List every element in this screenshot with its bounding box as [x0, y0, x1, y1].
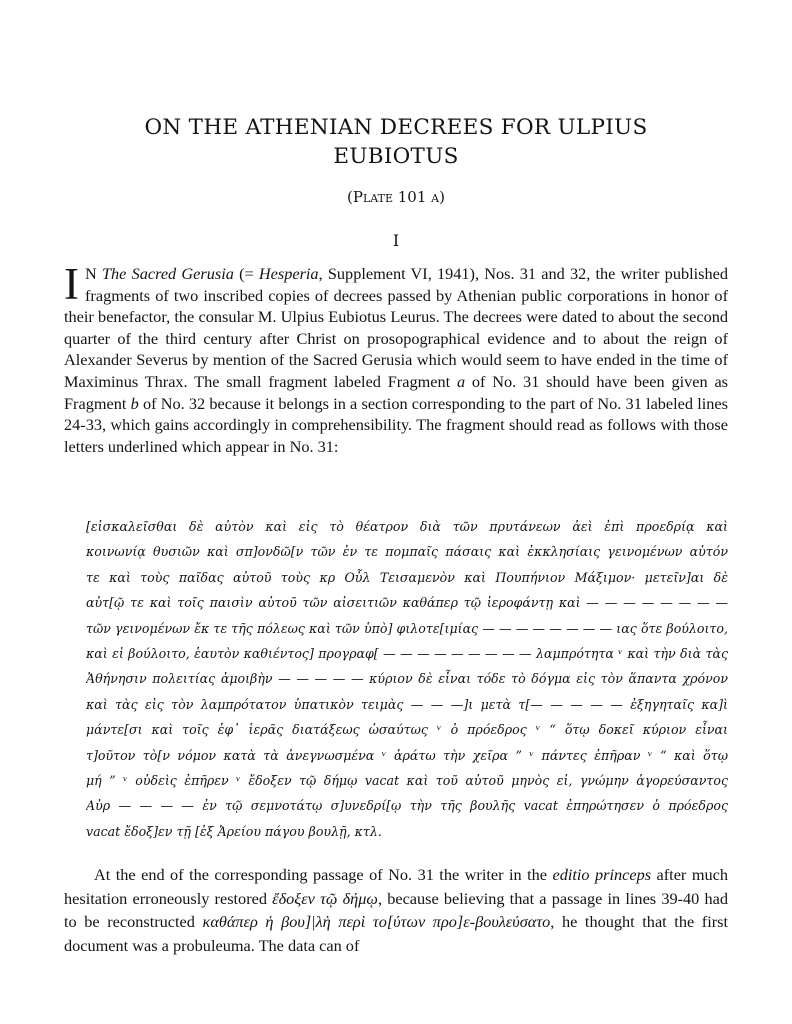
para2-text-2: after much hesitation erroneously restored: [64, 865, 728, 908]
para2-text-3: , because believing that a passage in lines 39-40 had to be reconstructed: [64, 888, 729, 931]
intro-text-4: of No. 31 should have been given as Fragment: [64, 371, 729, 413]
greek-line: καὶ εἰ βούλοιτο, ἑαυτὸν καθιέντος] προγραφ[ — — — — — — — — — λαμπρότητα ᵛ καὶ τὴν διὰ τὰς: [86, 646, 728, 662]
para2-text-1: At the end of the corresponding passage of No. 31 the writer in the: [94, 865, 553, 884]
title-line-2: EUBIOTUS: [333, 144, 459, 169]
greek-line: [εἰσκαλεῖσθαι δὲ αὐτὸν καὶ εἰς τὸ θέατρον διὰ τῶν πρυτάνεων ἀεὶ ἐπὶ προεδρίᾳ καὶ: [86, 519, 728, 534]
greek-line: vacat ἔδοξ]εν τῇ [ἐξ Ἀρείου πάγου βουλῇ, κτλ.: [86, 823, 382, 839]
fragment-a: a: [456, 371, 466, 391]
intro-text-1: N: [85, 264, 102, 283]
intro-text-3: , Supplement VI, 1941), Nos. 31 and 32, the writer published fragments of two inscribed copies of decrees passed by Athenian public corporations in honor of their benefactor, the consular M. Ulpius Eubiotus Leurus. The decrees were dated to about the second quarter of the third century after Christ on prosopographical evidence and to about the reign of Alexander Severus by mention of the Sacred Gerusia which would seem to have ended in the time of Maximinus Thrax. The small fragment labeled Fragment: [64, 264, 728, 391]
greek-line: Ἀθήνησιν πολειτίας ἀμοιβὴν — — — — — κύριον δὲ εἶναι τόδε τὸ δόγμα εἰς τὸν ἅπαντα χρόνον: [86, 671, 728, 687]
intro-paragraph: [64, 259, 729, 457]
greek-line: μή ” ᵛ οὐδεὶς ἐπῆρεν ᵛ ἔδοξεν τῷ δήμῳ vacat καὶ τοῦ αὐτοῦ μηνὸς εἰ, γνώμην ἀγορεύσαντος: [86, 773, 728, 789]
greek-phrase-1: ἔδοξεν τῷ δήμῳ: [272, 888, 378, 908]
intro-text-5: of No. 32 because it belongs in a section corresponding to the part of No. 31 labeled lines 24-33, which gains accordingly in comprehensibility. The fragment should read as follows with those letters underlined which appear in No. 31:: [64, 393, 728, 456]
book-title: The Sacred Gerusia: [101, 264, 234, 283]
title-line-1: ON THE ATHENIAN DECREES FOR ULPIUS: [144, 115, 648, 140]
greek-line: αὐτ[ῷ τε καὶ τοῖς παισὶν αὐτοῦ τῶν αἰσειτιῶν καθάπερ τῷ ἱεροφάντῃ καὶ — — — — — — — —: [86, 595, 728, 611]
plate-reference: [64, 188, 728, 206]
greek-line: κοινωνίᾳ θυσιῶν καὶ σπ]ονδῶ[ν τῶν ἐν τε πομπαῖς πάσαις καὶ ἐκκλησίαις γεινομένων αὐτόν: [86, 544, 728, 560]
drop-cap: I: [64, 259, 79, 309]
editio-princeps: editio princeps: [552, 865, 652, 884]
greek-phrase-2: καθάπερ ἡ βου]|λὴ περὶ το[ύτων προ]ε-βουλεύσατο: [202, 912, 551, 931]
second-paragraph: [64, 863, 728, 957]
intro-text-2: (=: [233, 264, 259, 283]
fragment-b: b: [130, 393, 139, 413]
greek-line: τ]οῦτον τὸ[ν νόμον κατὰ τὰ ἀνεγνωσμένα ᵛ ἀράτω τὴν χεῖρα ” ᵛ πάντες ἐπῆραν ᵛ “ καὶ ὅτῳ: [86, 747, 728, 763]
section-number: I: [392, 231, 400, 250]
plate-label: (Plate 101 a): [347, 188, 445, 206]
greek-line: τε καὶ τοὺς παῖδας αὐτοῦ τοὺς κρ Οὖλ Τεισαμενὸν καὶ Πουπήνιον Μάξιμον· μετεῖν]αι δὲ: [86, 569, 728, 585]
para2-text-4: , he thought that the first document was a probuleuma. The data can of: [64, 912, 729, 955]
greek-line: τῶν γεινομένων ἔκ τε τῆς πόλεως καὶ τῶν ὑπὸ] φιλοτε[ιμίας — — — — — — — — ιας ὅτε βούλοιτο,: [86, 620, 728, 636]
article-title: [64, 113, 728, 171]
greek-line: μάντε[σι καὶ τοῖς ἐφ᾽ ἱερᾶς διατάξεως ὡσαύτως ᵛ ὁ πρόεδρος ᵛ “ ὅτῳ δοκεῖ κύριον εἶναι: [86, 722, 728, 738]
greek-inscription-text: [86, 514, 728, 844]
greek-line: καὶ τὰς εἰς τὸν λαμπρότατον ὑπατικὸν τειμὰς — — —]ι μετὰ τ[— — — — — ἐξηγηταῖς κα]ὶ: [86, 696, 728, 712]
greek-line: Αὐρ — — — — ἐν τῷ σεμνοτάτῳ σ]υνεδρί[ῳ τὴν τῆς βουλῆς vacat ἐπηρώτησεν ὁ πρόεδρος: [86, 798, 728, 814]
journal-name: Hesperia: [258, 264, 319, 283]
